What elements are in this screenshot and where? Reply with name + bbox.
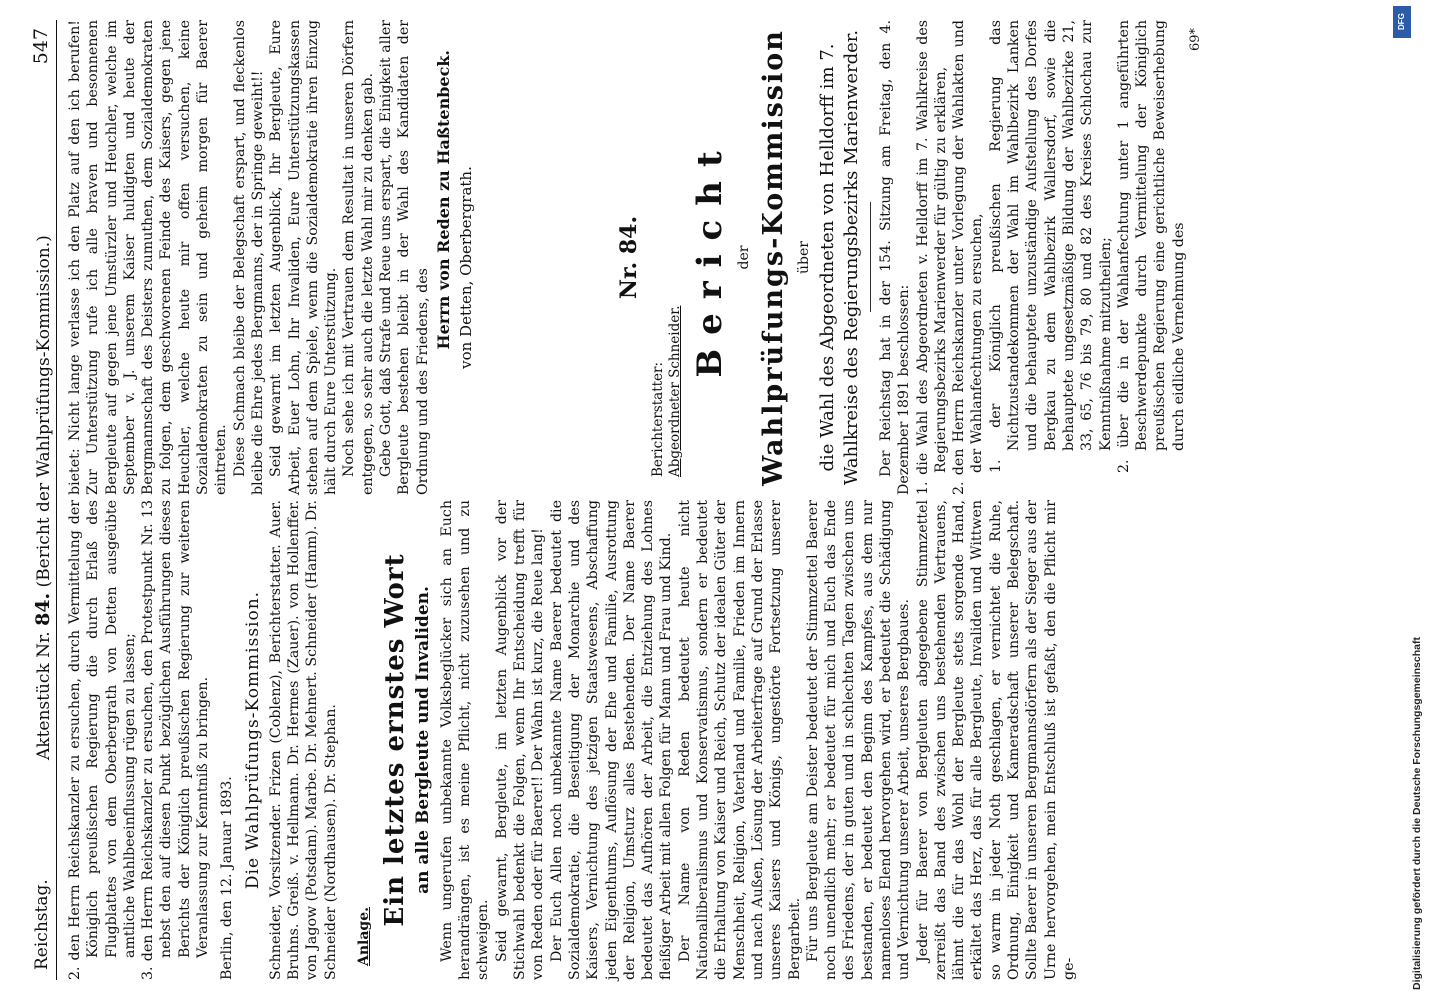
list-item: 2. den Herrn Reichskanzler unter Vorlegung der Wahlakten und der Wahlanfechtungen zu ersuchen, [951,20,986,495]
page-number: 547 [30,28,52,65]
berichterstatter-name: Abgeordneter Schneider. [667,305,683,477]
list-item: 2. den Herrn Reichskanzler zu ersuchen, durch Vermittelung der Königlich preußischen Regierung die durch Erlaß des Flugblattes von dem Oberbergrath von Detten ausgeübte amtliche Wahlbeeinflussung rügen zu lassen; [67,500,138,980]
page-header [30,20,57,980]
divider [870,203,871,313]
report-title: die Wahl des Abgeordneten von Helldorff im 7. Wahlkreise des Regierungsbezirks Marienwerder. [817,29,862,486]
right-column-lower [606,20,1306,495]
paragraph: Noch sehe ich mit Vertrauen dem Resultat in unseren Dörfern entgegen, so sehr auch die letzte Wahl mir zu denken gab. [341,20,376,495]
list-item: 1. der Königlich preußischen Regierung das Nichtzustandekommen der Wahl im Wahlbezirk Lanken und die behauptete unzuständige Aufstellung des Dorfes Bergkau zu dem Wahlbezirk Wallersdorf, sowie die behauptete ungesetzmäßige Bildung der Wahlbezirke 21, 33, 65, 76 bis 79, 80 und 82 des Kreises Schlochau zur Kenntnißnahme mitzutheilen; [987,20,1114,473]
paragraph: Für uns Bergleute am Deister bedeutet der Stimmzettel Baerer noch unendlich mehr; er bedeutet für mich und Euch das Ende des Friedens, der in guten und in schlechten Tagen zwischen uns bestanden, er bedeutet den Beginn des Kampfes, aus dem nur namenloses Elend hervorgehen wird, er bedeutet die Schädigung und Vernichtung unserer Arbeit, unseres Bergbaues. [804,500,913,980]
paragraph: bietet: Nicht lange verlasse ich den Platz auf den ich berufen! Zur Unterstützung rufe ich alle braven und besonnenen Bergleute auf gegen jene Umstürzler und Heuchler, welche im September v. J. unserem Kaiser huldigten und heute der Bergmannschaft des Deisters zumuthen, dem Sozialdemokraten zu folgen, dem geschworenen Feinde des Kaisers, gegen jene Heuchler, welche heute mir offen versuchen, keine Sozialdemokraten zu sein und geheim morgen für Baerer eintreten. [67,20,230,495]
list-item: 2. über die in der Wahlanfechtung unter 1 angeführten Beschwerdepunkte durch Vermittelung der Königlich preußischen Regierung eine gerichtliche Beweiserhebung durch eidliche Vernehmung des [1115,20,1187,473]
left-column [66,500,1077,980]
commission-heading: Wahlprüfungs-Kommission [758,29,789,486]
page-mark: 69* [1188,28,1204,52]
candidate-signature: Herrn von Reden zu Haßtenbeck. [433,50,453,350]
report-heading: Bericht [690,137,730,378]
author-signature: von Detten, Oberbergrath. [456,166,475,369]
paragraph: Wenn ungerufen unbekannte Volksbeglücker sich an Euch herandrängen, ist es meine Pflicht, nicht zuzusehen und zu schweigen. [438,500,492,980]
paragraph: Der Name von Reden bedeutet heute nicht Nationalliberalismus und Konservatismus, sondern er bedeutet die Erhaltung von Kaiser und Reich, Schutz der idealen Güter der Menschheit, Religion, Vaterland und Familie, Frieden im Innern und nach Außen, Lösung der Arbeiterfrage auf Grund der Erlasse unseres Kaisers und Königs, ungestörte Fortsetzung unserer Bergarbeit. [676,500,803,980]
header-center-suffix: (Bericht der Wahlprüfungs-Kommission.) [34,235,54,588]
report-ueber: über [796,241,812,274]
paragraph: Seid gewarnt, Bergleute, im letzten Augenblick vor der Stichwahl bedenkt die Folgen, wenn Ihr Entscheidung trefft für von Reden oder für Baerer!! Der Wahn ist kurz, die Reue lang! [493,500,547,980]
paragraph: Diese Schmach bleibe der Belegschaft erspart, und fleckenlos bleibe die Ehre jedes Bergmanns, der in Springe geweiht!! [231,20,266,495]
digitization-credit: Digitalisierung gefördert durch die Deutsche Forschungsgemeinschaft [1411,637,1423,990]
list-item: 3. den Herrn Reichskanzler zu ersuchen, den Protestpunkt Nr. 13 nebst den auf diesen Punkt bezüglichen Ausführungen dieses Berichts der Königlich preußischen Regierung zur weiteren Veranlassung zur Kenntniß zu bringen. [140,500,212,980]
header-center [32,235,54,760]
dfg-logo: DFG [1393,6,1411,38]
commission-title: Die Wahlprüfungs-Kommission. [242,590,263,890]
paragraph: Der Reichstag hat in der 154. Sitzung am Freitag, den 4. Dezember 1891 beschlossen: [878,20,913,495]
date-line: Berlin, den 12. Januar 1893. [219,776,236,980]
leaflet-title: Ein letztes ernstes Wort [379,553,410,927]
anlage-heading: Anlage. [355,906,372,966]
list-item: 1. die Wahl des Abgeordneten v. Helldorff im 7. Wahlkreise des Regierungsbezirks Marienwerder für gültig zu erklären, [914,20,949,495]
commission-members: Schneider, Vorsitzender. Frizen (Coblenz), Berichterstatter. Auer. Bruhns. Greiß. v. Hellmann. Dr. Hermes (Zauer). von Hollenffer. von Jagow (Potsdam). Marbe. Dr. Mehnert. Schneider (Hamm). Dr. Schneider (Nordhausen). Dr. Stephan. [267,500,339,980]
header-left: Reichstag. [32,879,52,970]
paragraph: Seid gewarnt im letzten Augenblick, Ihr Bergleute, Eure Arbeit, Euer Lohn, Ihr Invaliden, Eure Unterstützungskassen stehen auf dem Spiele, wenn die Sozialdemokratie ihren Einzug hält durch Eure Unterstützung. [268,20,340,495]
berichterstatter-label: Berichterstatter: [650,361,666,477]
header-center-prefix: Aktenstück Nr. [34,631,54,760]
leaflet-subtitle: an alle Bergleute und Invaliden. [412,586,433,894]
header-center-number: 84. [32,592,54,626]
report-der: der [736,245,752,270]
paragraph: Der Euch Allen noch unbekannte Name Baerer bedeutet die Sozialdemokratie, die Beseitigung der Monarchie und des Kaisers, Vernichtung des jetzigen Staatswesens, Abschaffung jeden Eigenthums, Auflösung der Ehe und Familie, Ausrottung der Religion, Umsturz alles Bestehenden. Der Name Baerer bedeutet das Aufhören der Arbeit, die Entziehung des Lohnes fleißiger Arbeit mit allen Folgen für Mann und Frau und Kind. [548,500,675,980]
paragraph: Gebe Gott, daß Strafe und Reue uns erspart, die Einigkeit aller Bergleute bestehen bleibt in der Wahl des Kandidaten der Ordnung und des Friedens, des [378,20,431,495]
paragraph: Jeder für Baerer von Bergleuten abgegebene Stimmzettel zerreißt das Band des zwischen uns bestehenden Vertrauens, lähmt die für das Wohl der Bergleute stets sorgende Hand, erkältet das Herz, das für alle Bergleute, Invaliden und Wittwen so warm in jeder Noth geschlagen, er vernichtet die Ruhe, Ordnung, Einigkeit und Kameradschaft unserer Belegschaft. Sollte Baerer in unseren Bergmannsdörfern als der Sieger aus der Urne hervorgehen, mein Entschluß ist gefaßt, den die Pflicht mir ge- [914,500,1077,980]
right-column-upper [66,20,606,495]
digitization-footer [1392,0,1432,1000]
report-number: Nr. 84. [616,215,642,300]
